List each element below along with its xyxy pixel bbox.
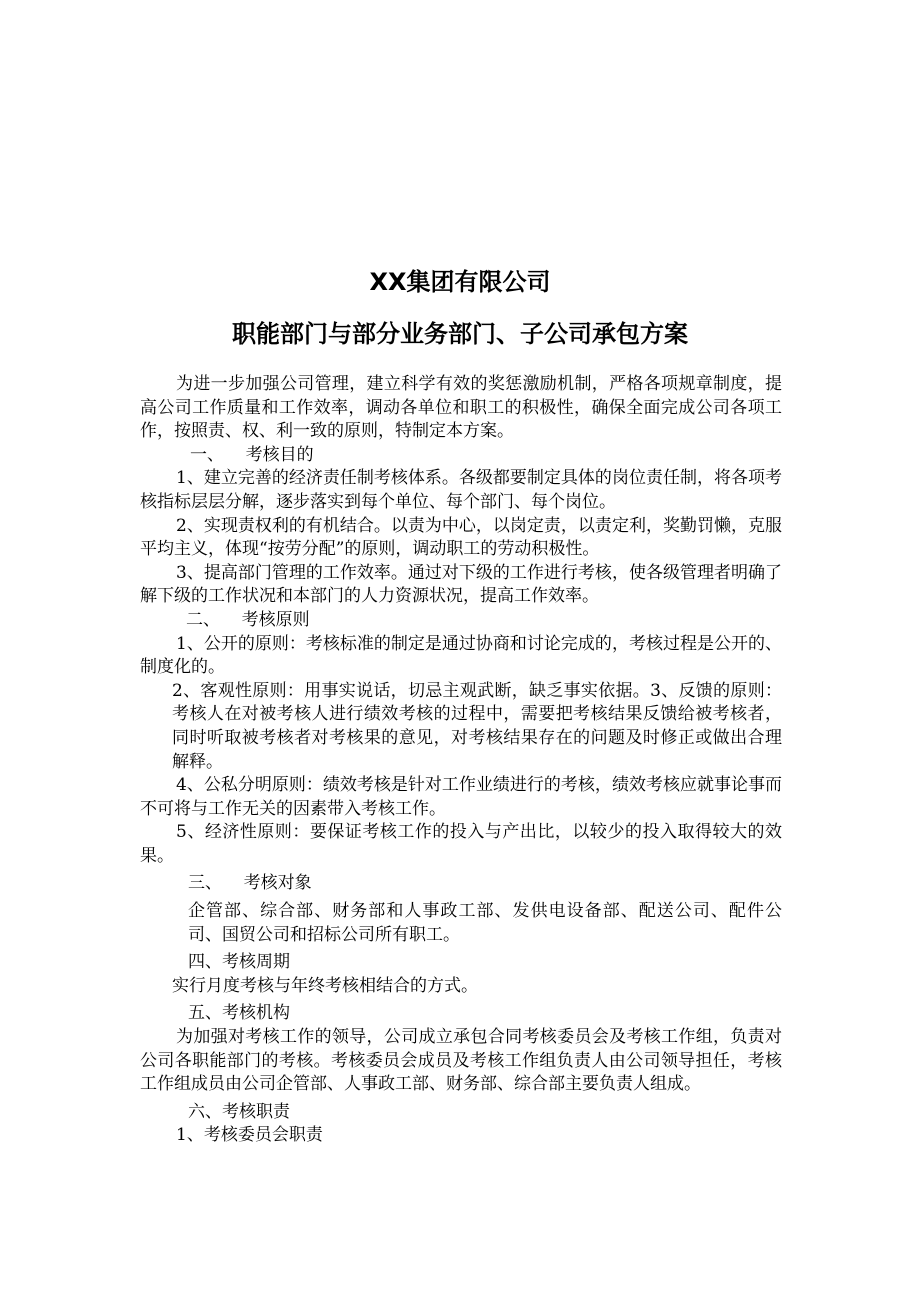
document-body <box>140 373 782 1148</box>
section2-item1: 1、公开的原则：考核标准的制定是通过协商和讨论完成的，考核过程是公开的、制度化的。 <box>140 633 782 678</box>
section6-heading: 六、考核职责 <box>188 1101 290 1122</box>
section2-item4: 4、公私分明原则：绩效考核是针对工作业绩进行的考核，绩效考核应就事论事而不可将与工作无关的因素带入考核工作。 <box>140 775 782 819</box>
section5-heading: 五、考核机构 <box>188 1003 290 1024</box>
section1-heading: 一、 考核目的 <box>190 444 314 465</box>
intro-paragraph: 为进一步加强公司管理，建立科学有效的奖惩激励机制，严格各项规章制度，提高公司工作质量和工作效率，调动各单位和职工的积极性，确保全面完成公司各项工作，按照责、权、利一致的原则，特制定本方案。 <box>140 374 782 442</box>
section2-heading: 二、 考核原则 <box>186 609 310 630</box>
section3-heading: 三、 考核对象 <box>188 873 312 894</box>
company-title: XX集团有限公司 <box>369 268 551 296</box>
document-title: 职能部门与部分业务部门、子公司承包方案 <box>232 320 688 348</box>
section2-item2-3: 2、客观性原则：用事实说话，切忌主观武断，缺乏事实依据。3、反馈的原则：考核人在对被考核人进行绩效考核的过程中，需要把考核结果反馈给被考核者，同时听取被考核者对考核果的意见，对考核结果存在的问题及时修正或做出合理解释。 <box>172 680 782 772</box>
section1-item1: 1、建立完善的经济责任制考核体系。各级都要制定具体的岗位责任制，将各项考核指标层层分解，逐步落实到每个单位、每个部门、每个岗位。 <box>140 468 782 512</box>
section4-text: 实行月度考核与年终考核相结合的方式。 <box>172 975 478 996</box>
section1-item3: 3、提高部门管理的工作效率。通过对下级的工作进行考核，使各级管理者明确了解下级的工作状况和本部门的人力资源状况，提高工作效率。 <box>140 562 782 607</box>
section4-heading: 四、考核周期 <box>188 952 290 973</box>
section3-text: 企管部、综合部、财务部和人事政工部、发供电设备部、配送公司、配件公司、国贸公司和招标公司所有职工。 <box>188 901 782 945</box>
section2-item5: 5、经济性原则：要保证考核工作的投入与产出比，以较少的投入取得较大的效果。 <box>140 822 782 866</box>
section6-item1: 1、考核委员会职责 <box>176 1125 323 1146</box>
section1-item2: 2、实现责权利的有机结合。以责为中心，以岗定责，以责定利，奖勤罚懒，克服平均主义，体现“按劳分配”的原则，调动职工的劳动积极性。 <box>140 515 782 560</box>
section5-text: 为加强对考核工作的领导，公司成立承包合同考核委员会及考核工作组，负责对公司各职能部门的考核。考核委员会成员及考核工作组负责人由公司领导担任，考核工作组成员由公司企管部、人事政工部、财务部、综合部主要负责人组成。 <box>140 1027 782 1095</box>
